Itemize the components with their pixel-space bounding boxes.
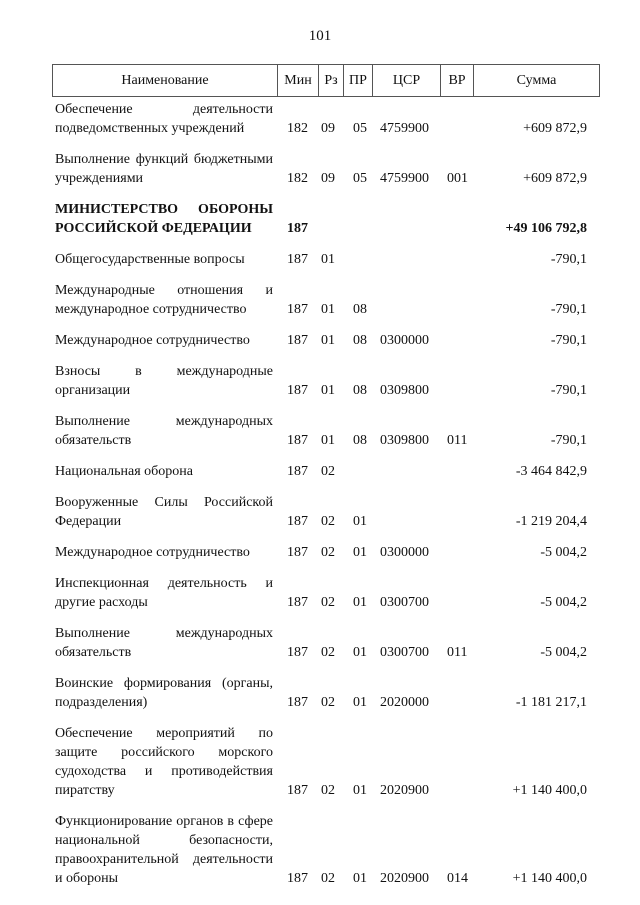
cell-csr: 0300700 xyxy=(380,595,429,610)
cell-pr: 01 xyxy=(353,871,367,886)
cell-sum: -790,1 xyxy=(550,302,587,317)
header-rz: Рз xyxy=(319,65,344,96)
cell-sum: +49 106 792,8 xyxy=(505,221,587,236)
cell-sum: -1 219 204,4 xyxy=(515,514,587,529)
cell-name: Международное сотрудничество xyxy=(55,545,250,560)
cell-csr: 0300000 xyxy=(380,545,429,560)
cell-name: Выполнение международных обязательств xyxy=(55,626,273,660)
cell-min: 187 xyxy=(287,645,308,660)
cell-csr: 2020900 xyxy=(380,783,429,798)
cell-pr: 05 xyxy=(353,171,367,186)
cell-rz: 02 xyxy=(321,545,335,560)
cell-vr: 001 xyxy=(447,171,468,186)
cell-pr: 01 xyxy=(353,595,367,610)
cell-min: 182 xyxy=(287,171,308,186)
table-row xyxy=(55,674,587,712)
cell-rz: 01 xyxy=(321,252,335,267)
cell-min: 182 xyxy=(287,121,308,136)
cell-csr: 2020900 xyxy=(380,871,429,886)
table-row xyxy=(55,150,587,188)
header-sum: Сумма xyxy=(516,72,557,88)
cell-csr: 0309800 xyxy=(380,433,429,448)
cell-pr: 01 xyxy=(353,783,367,798)
cell-sum: -5 004,2 xyxy=(540,645,587,660)
header-pr: ПР xyxy=(344,65,373,96)
cell-sum: +609 872,9 xyxy=(523,171,587,186)
cell-rz: 02 xyxy=(321,514,335,529)
table-row xyxy=(55,812,587,888)
cell-min: 187 xyxy=(287,333,308,348)
cell-sum: -1 181 217,1 xyxy=(515,695,587,710)
cell-rz: 01 xyxy=(321,433,335,448)
cell-sum: -5 004,2 xyxy=(540,545,587,560)
cell-pr: 01 xyxy=(353,695,367,710)
cell-min: 187 xyxy=(287,783,308,798)
cell-name: Взносы в международные организации xyxy=(55,364,273,398)
header-csr: ЦСР xyxy=(373,65,441,96)
cell-name: Обеспечение деятельности подведомственных учреждений xyxy=(55,102,273,136)
page-number: 101 xyxy=(308,28,332,44)
cell-min: 187 xyxy=(287,302,308,317)
cell-rz: 02 xyxy=(321,783,335,798)
cell-rz: 01 xyxy=(321,383,335,398)
header-min: Мин xyxy=(278,65,319,96)
cell-name: Функционирование органов в сфере национальной безопасности, правоохранительной деятельности и обороны xyxy=(55,814,273,886)
cell-name: Выполнение международных обязательств xyxy=(55,414,273,448)
cell-min: 187 xyxy=(287,514,308,529)
table-row xyxy=(55,543,587,562)
table-row xyxy=(55,412,587,450)
table-row xyxy=(55,493,587,531)
cell-min: 187 xyxy=(287,545,308,560)
cell-vr: 011 xyxy=(447,433,468,448)
cell-rz: 02 xyxy=(321,595,335,610)
table-row xyxy=(55,624,587,662)
cell-pr: 08 xyxy=(353,383,367,398)
cell-min: 187 xyxy=(287,433,308,448)
cell-rz: 09 xyxy=(321,121,335,136)
cell-rz: 09 xyxy=(321,171,335,186)
cell-min: 187 xyxy=(287,252,308,267)
cell-name: Воинские формирования (органы, подразделения) xyxy=(55,676,273,710)
cell-min: 187 xyxy=(287,595,308,610)
cell-sum: +609 872,9 xyxy=(523,121,587,136)
cell-min: 187 xyxy=(287,464,308,479)
cell-sum: -790,1 xyxy=(550,333,587,348)
header-name: Наименование xyxy=(53,65,278,96)
cell-sum: -3 464 842,9 xyxy=(515,464,587,479)
table-row xyxy=(55,724,587,800)
table-header xyxy=(52,64,600,97)
cell-pr: 08 xyxy=(353,333,367,348)
cell-name: Международное сотрудничество xyxy=(55,333,250,348)
cell-name: Общегосударственные вопросы xyxy=(55,252,245,267)
table-row xyxy=(55,100,587,138)
cell-min: 187 xyxy=(287,871,308,886)
cell-name: Инспекционная деятельность и другие расходы xyxy=(55,576,273,610)
table-row xyxy=(55,200,587,238)
table-body xyxy=(55,100,587,900)
cell-name: Обеспечение мероприятий по защите российского морского судоходства и противодействия пиратству xyxy=(55,726,273,798)
cell-csr: 0300000 xyxy=(380,333,429,348)
table-row xyxy=(55,362,587,400)
cell-sum: -790,1 xyxy=(550,383,587,398)
cell-sum: +1 140 400,0 xyxy=(512,871,587,886)
cell-sum: -790,1 xyxy=(550,252,587,267)
header-vr: ВР xyxy=(441,65,474,96)
cell-sum: -5 004,2 xyxy=(540,595,587,610)
cell-pr: 01 xyxy=(353,545,367,560)
table-row xyxy=(55,250,587,269)
cell-rz: 02 xyxy=(321,871,335,886)
cell-sum: +1 140 400,0 xyxy=(512,783,587,798)
cell-vr: 011 xyxy=(447,645,468,660)
cell-csr: 0300700 xyxy=(380,645,429,660)
cell-rz: 01 xyxy=(321,333,335,348)
table-row xyxy=(55,281,587,319)
cell-name: Национальная оборона xyxy=(55,464,193,479)
cell-csr: 0309800 xyxy=(380,383,429,398)
cell-pr: 01 xyxy=(353,514,367,529)
table-row xyxy=(55,331,587,350)
cell-name: МИНИСТЕРСТВО ОБОРОНЫ РОССИЙСКОЙ ФЕДЕРАЦИИ xyxy=(55,202,273,236)
table-row xyxy=(55,574,587,612)
table-row xyxy=(55,462,587,481)
cell-pr: 01 xyxy=(353,645,367,660)
cell-csr: 2020000 xyxy=(380,695,429,710)
cell-csr: 4759900 xyxy=(380,121,429,136)
cell-csr: 4759900 xyxy=(380,171,429,186)
cell-vr: 014 xyxy=(447,871,468,886)
cell-pr: 08 xyxy=(353,302,367,317)
cell-rz: 02 xyxy=(321,645,335,660)
cell-min: 187 xyxy=(287,695,308,710)
cell-pr: 08 xyxy=(353,433,367,448)
cell-sum: -790,1 xyxy=(550,433,587,448)
cell-rz: 02 xyxy=(321,464,335,479)
cell-min: 187 xyxy=(287,221,308,236)
cell-pr: 05 xyxy=(353,121,367,136)
cell-min: 187 xyxy=(287,383,308,398)
cell-rz: 01 xyxy=(321,302,335,317)
cell-name: Международные отношения и международное сотрудничество xyxy=(55,283,273,317)
cell-name: Вооруженные Силы Российской Федерации xyxy=(55,495,273,529)
cell-rz: 02 xyxy=(321,695,335,710)
cell-name: Выполнение функций бюджетными учреждениями xyxy=(55,152,273,186)
